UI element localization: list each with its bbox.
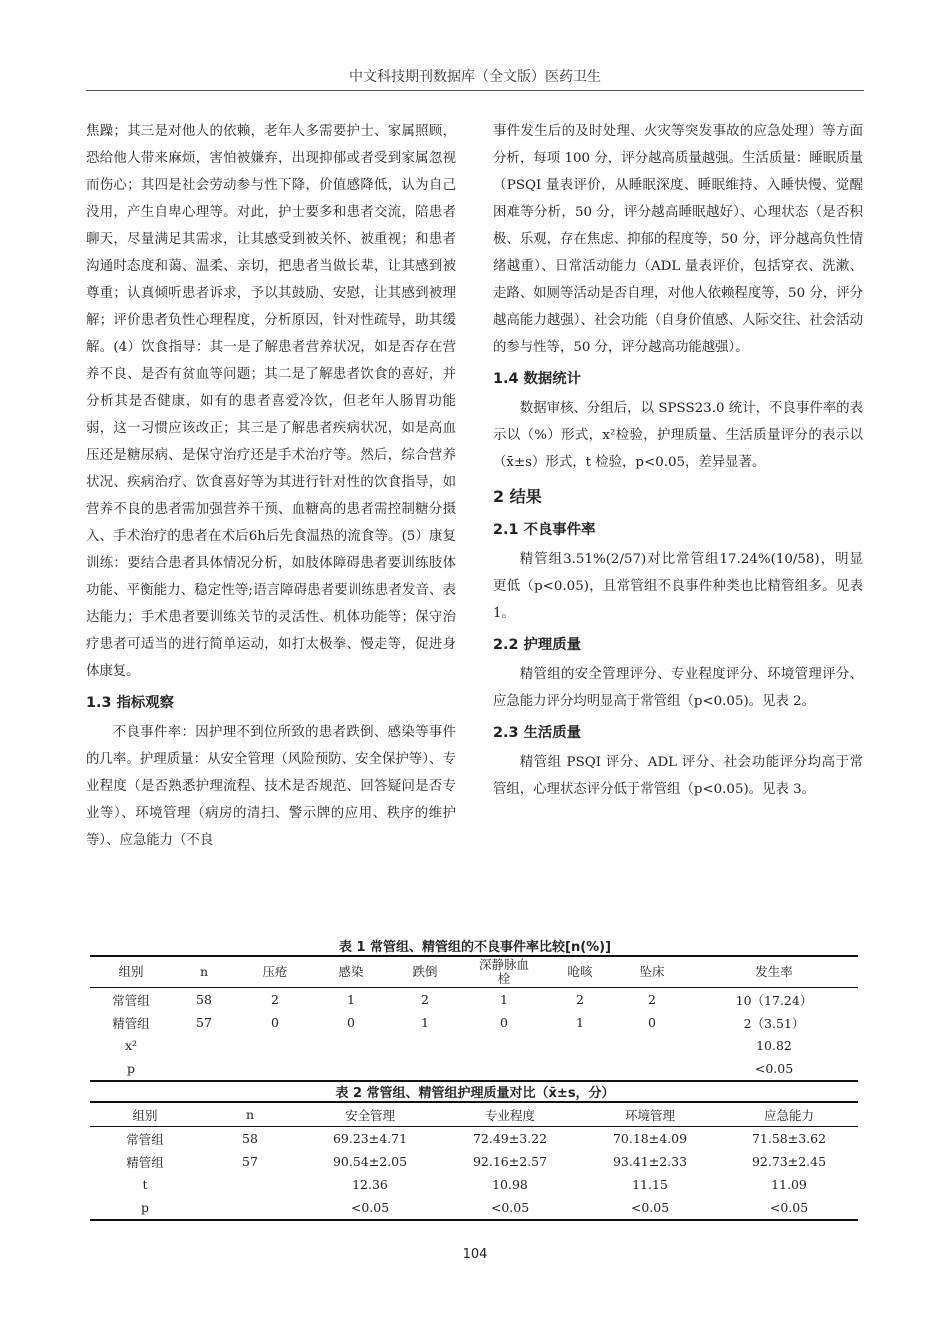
table-row (90, 1173, 858, 1196)
paragraph: 不良事件率：因护理不到位所致的患者跌倒、感染等事件的几率。护理质量：从安全管理（风险预防、安全保护等）、专业程度（是否熟悉护理流程、技术是否规范、回答疑问是否专业等）、环境管理（病房的清扫、警示牌的应用、秩序的维护等）、应急能力（不良 (86, 725, 456, 848)
paragraph: 数据审核、分组后，以 SPSS23.0 统计，不良事件率的表示以（%）形式，x²检验，护理质量、生活质量评分的表示以（x̄±s）形式，t 检验，p<0.05，差异显著。 (493, 401, 863, 470)
table1 (90, 955, 858, 1082)
table-cell: 1 (421, 1015, 429, 1030)
table-cell: 57 (242, 1154, 258, 1169)
column-header: 深静脉血栓 (478, 957, 529, 986)
table-row (90, 1057, 858, 1081)
table-cell: <0.05 (350, 1200, 390, 1215)
table-cell: 92.73±2.45 (751, 1154, 827, 1169)
table-cell (462, 1057, 546, 1081)
table-cell (200, 1173, 300, 1196)
table2-title: 表 2 常管组、精管组护理质量对比（x̄±s，分） (335, 1086, 615, 1101)
table-cell: 69.23±4.71 (332, 1131, 408, 1146)
table-cell: <0.05 (769, 1200, 809, 1215)
table-cell (314, 1057, 388, 1081)
table-cell: 1 (500, 992, 508, 1007)
table-cell: 92.16±2.57 (472, 1154, 548, 1169)
table-cell: 11.09 (771, 1177, 807, 1192)
table-cell (200, 1196, 300, 1220)
column-header: 呛咳 (567, 964, 593, 979)
table-cell: 精管组 (112, 1015, 150, 1031)
table-row (90, 1150, 858, 1173)
table-cell: 93.41±2.33 (612, 1154, 688, 1169)
table-cell: x² (124, 1038, 138, 1053)
table-cell: 1 (347, 992, 355, 1007)
table-cell: 72.49±3.22 (472, 1131, 548, 1146)
column-header: 组别 (132, 1107, 158, 1123)
table-cell (614, 1057, 690, 1081)
table-cell: 常管组 (112, 992, 150, 1008)
column-header: 跌倒 (412, 964, 438, 979)
section-heading: 2.2 护理质量 (493, 637, 582, 653)
table-cell: 70.18±4.09 (612, 1131, 688, 1146)
column-header: n (199, 964, 209, 979)
table-cell: p (126, 1061, 135, 1076)
running-header: 中文科技期刊数据库（全文版）医药卫生 (349, 69, 601, 85)
table-cell: 90.54±2.05 (332, 1154, 408, 1169)
table-cell: 10（17.24） (735, 992, 813, 1008)
table-cell (462, 1034, 546, 1057)
table-cell: 71.58±3.62 (751, 1131, 827, 1146)
table-cell: 0 (347, 1015, 355, 1030)
table-cell: p (140, 1200, 149, 1215)
table-cell (172, 1034, 236, 1057)
left-column (86, 118, 456, 854)
table-cell: 10.98 (492, 1177, 528, 1192)
column-header: 专业程度 (484, 1107, 535, 1123)
table-cell: 0 (648, 1015, 656, 1030)
table-row (90, 988, 858, 1012)
table-row (90, 1196, 858, 1220)
column-header: 感染 (338, 964, 364, 979)
table-row (90, 1034, 858, 1057)
table-cell (388, 1057, 462, 1081)
paragraph: 事件发生后的及时处理、火灾等突发事故的应急处理）等方面分析，每项 100 分，评分越高质量越强。生活质量：睡眠质量（PSQI 量表评价，从睡眠深度、睡眠维持、入睡快慢、觉醒困难等分析，50 分，评分越高睡眠越好）、心理状态（是否积极、乐观，存在焦虑、抑郁的程度等，50 分，评分越高负性情绪越重）、日常活动能力（ADL 量表评价，包括穿衣、洗漱、走路、如厕等活动是否自理，对他人依赖程度等，50 分，评分越高能力越强）、社会功能（自身价值感、人际交往、社会活动的参与性等，50 分，评分越高功能越强）。 (493, 124, 863, 355)
table-cell: t (142, 1177, 148, 1192)
table-cell: <0.05 (630, 1200, 670, 1215)
table-cell: 2 (576, 992, 584, 1007)
table-cell: 2 (648, 992, 656, 1007)
table-cell (546, 1057, 614, 1081)
table-cell (172, 1057, 236, 1081)
table-cell: <0.05 (754, 1061, 794, 1076)
table-cell: 1 (576, 1015, 584, 1030)
table-cell: 2 (421, 992, 429, 1007)
column-header: 应急能力 (763, 1107, 814, 1123)
table-cell: 0 (500, 1015, 508, 1030)
table-cell: 常管组 (126, 1131, 164, 1147)
page-number: 104 (462, 1247, 488, 1262)
column-header: 环境管理 (624, 1107, 675, 1123)
paragraph: 精管组3.51%(2/57)对比常管组17.24%(10/58)，明显更低（p<0.05)，且常管组不良事件种类也比精管组多。见表 1。 (493, 552, 863, 621)
table-cell: 2（3.51） (743, 1015, 805, 1031)
column-header: 组别 (118, 964, 144, 979)
table-cell: <0.05 (490, 1200, 530, 1215)
column-header: 坠床 (639, 964, 665, 979)
column-header: 压疮 (262, 964, 288, 979)
paragraph: 精管组 PSQI 评分、ADL 评分、社会功能评分均高于常管组，心理状态评分低于常管组（p<0.05)。见表 3。 (493, 755, 863, 797)
column-header: n (245, 1107, 255, 1122)
paragraph: 焦躁；其三是对他人的依赖，老年人多需要护士、家属照顾，恐给他人带来麻烦，害怕被嫌弃，出现抑郁或者受到家属忽视而伤心；其四是社会劳动参与性下降，价值感降低，认为自己没用，产生自卑心理等。对此，护士要多和患者交流，陪患者聊天，尽量满足其需求，让其感受到被关怀、被重视；和患者沟通时态度和蔼、温柔、亲切，把患者当做长辈，让其感到被尊重；认真倾听患者诉求，予以其鼓励、安慰，让其感到被理解；评价患者负性心理程度，分析原因，针对性疏导，助其缓解。(4）饮食指导：其一是了解患者营养状况，如是否存在营养不良、是否有贫血等问题；其二是了解患者饮食的喜好，并分析其是否健康，如有的患者喜爱冷饮，但老年人肠胃功能弱，这一习惯应该改正；其三是了解患者疾病状况，如是高血压还是糖尿病、是保守治疗还是手术治疗等。然后，综合营养状况、疾病治疗、饮食喜好等为其进行针对性的饮食指导，如营养不良的患者需加强营养干预、血糖高的患者需控制糖分摄入、手术治疗的患者在术后6h后先食温热的流食等。(5）康复训练：要结合患者具体情况分析，如肢体障碍患者要训练肢体功能、平衡能力、稳定性等;语言障碍患者要训练患者发音、表达能力；手术患者要训练关节的灵活性、机体功能等；保守治疗患者可适当的进行简单运动，如打太极拳、慢走等，促进身体康复。 (86, 124, 456, 679)
section-heading: 2.3 生活质量 (493, 725, 582, 741)
section-heading: 2 结果 (493, 487, 542, 506)
table-cell: 58 (196, 992, 212, 1007)
column-header: 发生率 (755, 964, 793, 979)
section-heading: 1.4 数据统计 (493, 371, 582, 387)
table1-title: 表 1 常管组、精管组的不良事件率比较[n(%)] (338, 940, 612, 955)
header-rule (86, 90, 864, 91)
table-cell: 58 (242, 1131, 258, 1146)
right-column (493, 118, 863, 803)
section-heading: 2.1 不良事件率 (493, 522, 596, 538)
table-cell (236, 1057, 314, 1081)
table-row (90, 1127, 858, 1151)
column-header: 安全管理 (344, 1107, 395, 1123)
table-row (90, 1011, 858, 1034)
table-cell (388, 1034, 462, 1057)
section-heading: 1.3 指标观察 (86, 695, 175, 711)
table-cell (314, 1034, 388, 1057)
table2 (90, 1101, 858, 1221)
table-cell: 2 (271, 992, 279, 1007)
table-cell (614, 1034, 690, 1057)
table-cell (236, 1034, 314, 1057)
table-cell: 10.82 (756, 1038, 792, 1053)
table-cell: 11.15 (632, 1177, 668, 1192)
paragraph: 精管组的安全管理评分、专业程度评分、环境管理评分、应急能力评分均明显高于常管组（p<0.05)。见表 2。 (493, 667, 863, 709)
table-cell: 0 (271, 1015, 279, 1030)
table-cell: 57 (196, 1015, 212, 1030)
table-cell: 12.36 (352, 1177, 388, 1192)
table-cell: 精管组 (126, 1154, 164, 1170)
table-cell (546, 1034, 614, 1057)
